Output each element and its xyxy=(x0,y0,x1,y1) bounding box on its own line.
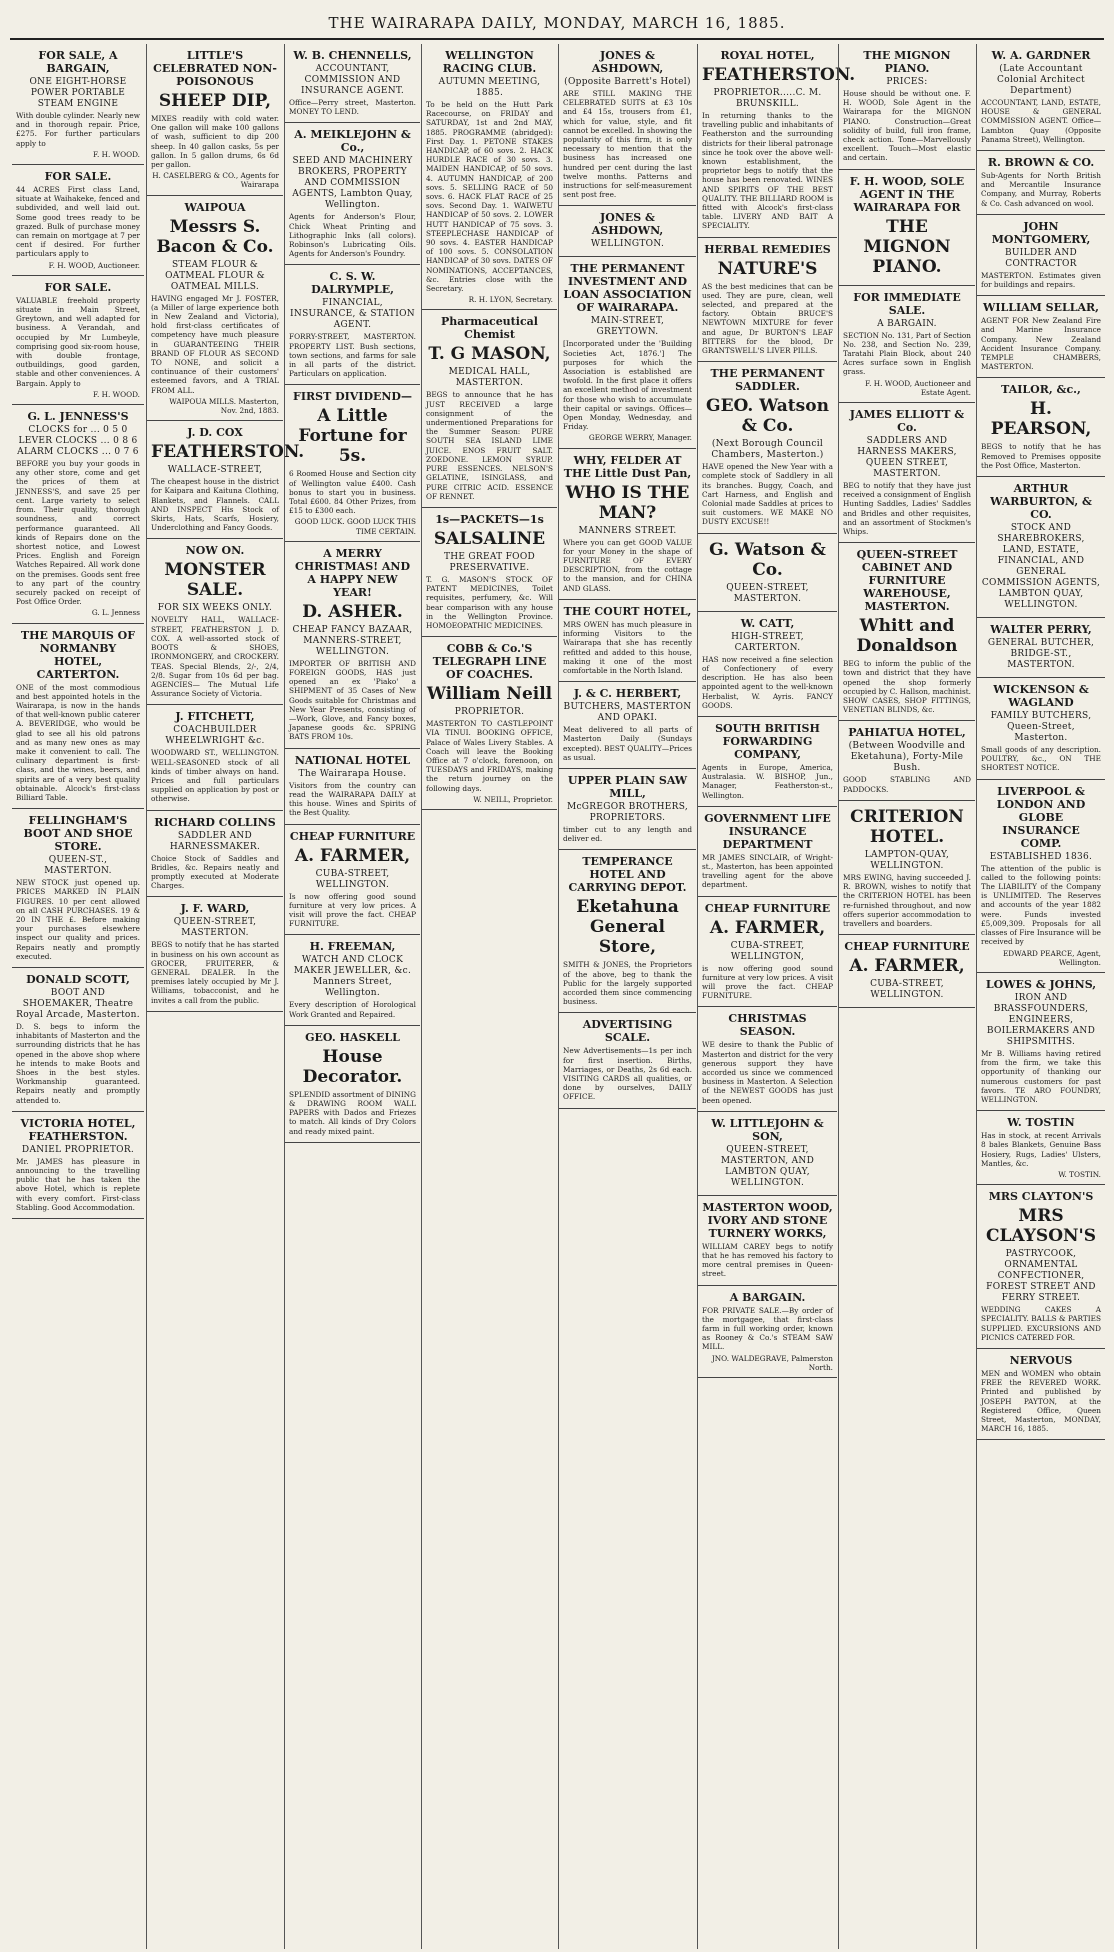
ad-heading: THE MARQUIS OF NORMANBY HOTEL, CARTERTON. xyxy=(20,628,136,681)
advertisement xyxy=(698,1007,837,1111)
ad-heading: A. MEIKLEJOHN & Co., xyxy=(294,128,411,155)
ad-signature: R. H. LYON, Secretary. xyxy=(468,295,553,305)
ad-heading: LITTLE'S CELEBRATED NON-POISONOUS xyxy=(153,49,277,88)
ad-body-text: Sub-Agents for North British and Mercantile Insurance Company, and Murray, Roberts & Co. Cash advanced on wool. xyxy=(981,171,1101,208)
ad-heading: THE MIGNON PIANO. xyxy=(863,49,951,75)
ad-body-text: FOR PRIVATE SALE.—By order of the mortgagee, that first-class farm in full working order, known as Rooney & Co.'s STEAM SAW MILL. xyxy=(702,1305,833,1352)
advertisement xyxy=(559,600,696,682)
ad-body-text: Small goods of any description. POULTRY, &c., ON THE SHORTEST NOTICE. xyxy=(981,745,1101,773)
ad-heading: WICKENSON & WAGLAND xyxy=(993,683,1089,710)
ad-body-text: MR JAMES SINCLAIR, of Wright-st., Masterton, has been appointed travelling agent for the above department. xyxy=(702,852,833,890)
ad-body-text: Agents in Europe, America, Australasia. W. BISHOP, Jun., Manager, Featherston-st., Wellington. xyxy=(702,762,833,800)
advertisement xyxy=(559,206,696,257)
advertisement xyxy=(12,405,144,623)
advertisement xyxy=(285,44,420,123)
ad-heading: WHY, FELDER AT THE Little Dust Pan, xyxy=(563,453,692,480)
ad-body-text: BEGS to notify that he has started in business on his own account as GROCER, FRUITERER, & GENERAL DEALER. In the premises lately occupied by Mr J. Williams, tobacconist, and he invites a call from the public. xyxy=(151,940,279,1005)
advertisement xyxy=(147,196,283,422)
ad-subheading: AUTUMN MEETING, 1885. xyxy=(438,77,541,98)
ad-subheading: McGREGOR BROTHERS, PROPRIETORS. xyxy=(566,801,689,823)
ad-body-text: SECTION No. 131, Part of Section No. 238, and Section No. 239, Taratahi Plain Block, about 240 Acres surface sown in English grass. xyxy=(843,330,971,377)
advertisement xyxy=(977,477,1105,618)
ad-body-text: WOODWARD ST., WELLINGTON. WELL-SEASONED stock of all kinds of timber always on hand. Prices and full particulars supplied on application by post or otherwise. xyxy=(151,748,279,804)
advertisement xyxy=(698,1196,837,1286)
ad-display-line: SHEEP DIP, xyxy=(158,91,272,111)
ad-subheading: WATCH AND CLOCK MAKER JEWELLER, &c. Manners Street, Wellington. xyxy=(293,955,412,999)
ad-heading: CHEAP FURNITURE xyxy=(289,829,416,843)
advertisement xyxy=(285,1026,420,1143)
ad-display-line: MONSTER SALE. xyxy=(164,560,266,601)
ad-subheading: CLOCKS for ... 0 5 0 LEVER CLOCKS ... 0 8 6 ALARM CLOCKS ... 0 7 6 xyxy=(17,425,139,458)
advertisement xyxy=(12,968,144,1112)
ad-subheading: QUEEN-STREET, MASTERTON. xyxy=(726,582,809,604)
ad-body-text: Mr B. Williams having retired from the firm, we take this opportunity of thanking our numerous customers for past favors. TE ARO FOUNDRY, WELLINGTON. xyxy=(981,1048,1101,1104)
ad-body-text: WE desire to thank the Public of Masterton and district for the very generous support they have accorded us since we commenced business in Masterton. A Selection of the NEWEST GOODS has just been opened. xyxy=(702,1040,833,1105)
advertisement xyxy=(698,807,837,897)
ad-heading: G. L. JENNESS'S xyxy=(27,410,129,424)
ad-body-text: BEGS to notify that he has Removed to Premises opposite the Post Office, Masterton. xyxy=(981,442,1101,470)
advertisement xyxy=(839,403,975,543)
ad-body-text: Visitors from the country can read the WAIRARAPA DAILY at this house. Wines and Spirits of the Best Quality. xyxy=(289,780,416,818)
advertisement xyxy=(559,44,696,206)
advertisement xyxy=(559,257,696,448)
ad-body-text: AS the best medicines that can be used. They are pure, clean, well selected, and prepared at the factory. Obtain BRUCE'S NEWTOWN MIXTURE for fever and ague, Dr BURTON'S LEAF BITTERS for the blood, Dr GRANTSWELL'S LIVER PILLS. xyxy=(702,281,833,356)
advertisement xyxy=(422,44,557,310)
ad-display-line: Messrs S. Bacon & Co. xyxy=(156,216,274,257)
ad-signature: F. H. WOOD, Auctioneer. xyxy=(48,260,140,270)
ad-heading: DONALD SCOTT, xyxy=(26,973,130,986)
advertisement xyxy=(839,721,975,800)
ad-body-text: HAVING engaged Mr J. FOSTER, (a Miller of large experience both in New Zealand and Victoria), hold first-class certificates of competency have much pleasure in GUARANTEEING THEIR BRAND OF FLOUR AS SECOND TO NONE, and solicit a continuance of their customers' esteemed favors, and A TRIAL FROM ALL. xyxy=(151,293,279,395)
ad-subheading: THE GREAT FOOD PRESERVATIVE. xyxy=(443,551,536,573)
advertisement xyxy=(698,44,856,238)
ad-heading: FOR SALE, A BARGAIN, xyxy=(38,49,118,75)
ad-subheading: PROPRIETOR.....C. M. BRUNSKILL. xyxy=(713,88,822,109)
advertisement xyxy=(977,678,1105,780)
advertisement xyxy=(285,123,420,265)
ad-signature: GEORGE WERRY, Manager. xyxy=(588,433,692,443)
ad-body-text: The attention of the public is called to the following points: The LIABILITY of the Company is UNLIMITED. The Reserves and accounts of the year 1882 were. Funds invested £5,009,309. Proposals for all classes of Fire Insurance will be received by xyxy=(981,863,1101,947)
ad-heading: VICTORIA HOTEL, FEATHERSTON. xyxy=(20,1116,136,1143)
ad-display-line: G. Watson & Co. xyxy=(709,539,826,580)
ad-heading: F. H. WOOD, SOLE AGENT IN THE WAIRARAPA FOR xyxy=(849,174,965,214)
ad-heading: WAIPOUA xyxy=(184,200,246,214)
advertisement xyxy=(839,801,975,935)
advertisement xyxy=(977,780,1105,973)
advertisement xyxy=(285,385,420,541)
advertisement xyxy=(285,935,420,1025)
advertisement xyxy=(422,508,557,637)
ad-heading: JOHN MONTGOMERY, xyxy=(991,219,1091,246)
ad-body-text: WEDDING CAKES A SPECIALITY. BALLS & PARTIES SUPPLIED. EXCURSIONS AND PICNICS CATERED FOR. xyxy=(981,1305,1101,1342)
ad-subheading: (Late Accountant Colonial Architect Department) xyxy=(997,64,1085,96)
advertisement xyxy=(147,44,283,196)
advertisement xyxy=(12,276,144,405)
column-2 xyxy=(146,44,305,1949)
ad-display-line: MRS CLAYSON'S xyxy=(985,1206,1097,1247)
advertisement xyxy=(12,809,144,968)
advertisement xyxy=(12,1112,144,1219)
ad-subheading: SADDLER AND HARNESSMAKER. xyxy=(169,830,261,852)
advertisement xyxy=(977,151,1105,215)
ad-body-text: BEFORE you buy your goods in any other store, come and get the prices of them at JENNESS'S, and save 25 per cent. Large variety to select from. Their quality, thorough soundness, and correct performance guaranteed. All kinds of Repairs done on the shortest notice, and Lowest Prices. English and Foreign Watches Repaired. All work done on the premises. Goods sent free to any part of the country securely packed on receipt of Post Office Order. xyxy=(16,459,140,607)
advertisement xyxy=(698,1112,837,1196)
ad-subheading: QUEEN-STREET, MASTERTON, AND LAMBTON QUAY, WELLINGTON. xyxy=(720,1144,815,1188)
ad-subheading: FINANCIAL, INSURANCE, & STATION AGENT. xyxy=(290,298,415,331)
ad-subheading: The Wairarapa House. xyxy=(298,768,407,779)
ad-heading: THE PERMANENT SADDLER. xyxy=(710,367,825,394)
ad-heading: W. CATT, xyxy=(740,616,795,630)
ad-heading: WILLIAM SELLAR, xyxy=(983,301,1099,315)
advertisement xyxy=(698,534,837,612)
advertisement xyxy=(422,637,557,810)
ad-display-line: William Neill xyxy=(426,684,553,705)
ad-subheading: QUEEN-STREET, MASTERTON. xyxy=(173,917,257,939)
ad-subheading: PASTRYCOOK, ORNAMENTAL CONFECTIONER, FOREST STREET AND FERRY STREET. xyxy=(986,1249,1096,1304)
ad-signature: H. CASELBERG & CO., Agents for Wairarapa xyxy=(152,171,279,190)
ad-body-text: SMITH & JONES, the Proprietors of the above, beg to thank the Public for the largely supported accorded them since commencing business. xyxy=(563,960,692,1007)
column-4 xyxy=(421,44,557,1949)
ad-heading: CHEAP FURNITURE xyxy=(704,901,831,915)
advertisement xyxy=(698,1286,837,1378)
ad-subheading: CUBA-STREET, WELLINGTON, xyxy=(730,940,805,962)
advertisement xyxy=(559,449,696,600)
ad-body-text: MIXES readily with cold water. One gallon will make 100 gallons of wash, sufficient to dip 200 sheep. In 40 gallon casks, 5s per gallon. In 5 gallon drums, 6s 6d per gallon. xyxy=(151,114,279,170)
ad-heading: TAILOR, &c., xyxy=(1001,383,1081,397)
advertisement xyxy=(559,682,696,769)
ad-subheading: (Between Woodville and Eketahuna), Forty-Mile Bush. xyxy=(848,741,966,774)
advertisement xyxy=(977,618,1105,678)
advertisement xyxy=(839,286,975,403)
advertisement xyxy=(839,935,975,1008)
ad-heading: GEO. HASKELL xyxy=(305,1030,400,1044)
column-6 xyxy=(697,44,856,1949)
advertisement xyxy=(285,542,420,749)
ad-heading: ADVERTISING SCALE. xyxy=(582,1018,673,1045)
ad-display-line: WHO IS THE MAN? xyxy=(565,482,690,523)
ad-body-text: With double cylinder. Nearly new and in thorough repair. Price, £275. For further particulars apply to xyxy=(16,111,140,148)
advertisement xyxy=(422,310,557,507)
ad-subheading: ACCOUNTANT, COMMISSION AND INSURANCE AGENT. xyxy=(300,64,405,96)
ad-signature: F. H. WOOD, Auctioneer and Estate Agent. xyxy=(865,378,971,397)
ad-heading: TEMPERANCE HOTEL AND CARRYING DEPOT. xyxy=(568,855,687,895)
ad-heading: J. D. COX xyxy=(187,426,243,440)
ad-subheading: DANIEL PROPRIETOR. xyxy=(21,1144,135,1155)
ad-subheading: (Next Borough Council Chambers, Masterton.) xyxy=(711,439,824,461)
ad-heading: J. FITCHETT, xyxy=(175,710,255,724)
ad-subheading: A BARGAIN. xyxy=(877,318,937,329)
advertisement xyxy=(698,362,837,533)
ad-body-text: Where you can get GOOD VALUE for your Money in the shape of FURNITURE OF EVERY DESCRIPTION, from the cottage to the mansion, and for CHINA AND GLASS. xyxy=(563,537,692,593)
advertisement xyxy=(839,170,975,286)
advertisement xyxy=(839,44,975,170)
ad-body-text: BEG to notify that they have just received a consignment of English Hunting Saddles, Ladies' Saddles and Bridles and other requisites, and an assortment of Stockmen's Whips. xyxy=(843,481,971,537)
ad-heading: THE PERMANENT INVESTMENT AND LOAN ASSOCIATION OF WAIRARAPA. xyxy=(563,262,692,315)
ad-subheading: GENERAL BUTCHER, BRIDGE-ST., MASTERTON. xyxy=(987,638,1095,671)
ad-body-text: New Advertisements—1s per inch for first insertion. Births, Marriages, or Deaths, 2s 6d each. VISITING CARDS all qualities, or done by ourselves, DAILY OFFICE. xyxy=(563,1046,692,1102)
ad-body-text: SPLENDID assortment of DINING & DRAWING ROOM WALL PAPERS with Dados and Friezes to match. All kinds of Dry Colors and ready mixed paint. xyxy=(289,1089,416,1136)
ad-body-text: MASTERTON TO CASTLEPOINT VIA TINUI. BOOKING OFFICE, Palace of Wales Livery Stables. A Coach will leave the Booking Office at 7 o'clock, forenoon, on TUESDAYS and FRIDAYS, making the return journey on the following days. xyxy=(426,719,553,793)
advertisement xyxy=(698,612,837,717)
column-5 xyxy=(558,44,696,1949)
ad-body-text: NOVELTY HALL, WALLACE-STREET, FEATHERSTON J. D. COX. A well-assorted stock of BOOTS & SHOES, IRONMONGERY, and CROCKERY. TEAS. Special Blends, 2/-, 2/4, 2/8. Sugar from 10s 6d per bag. AGENCIES— The Mutual Life Assurance Society of Victoria. xyxy=(151,615,279,699)
ad-body-text: Mr. JAMES has pleasure in announcing to the travelling public that he has taken the above Hotel, which is replete with every comfort. First-class Stabling. Good Accommodation. xyxy=(16,1156,140,1212)
advertisement xyxy=(977,1111,1105,1185)
ad-subheading: ONE EIGHT-HORSE POWER PORTABLE STEAM ENGINE xyxy=(29,77,127,109)
ad-heading: W. TOSTIN xyxy=(1007,1116,1075,1130)
ad-heading: CHEAP FURNITURE xyxy=(844,940,970,954)
ad-body-text: HAVE opened the New Year with a complete stock of Saddlery in all its branches. Buggy, Coach, and Cart Harness, and English and Colonial made Saddles at prices to suit customers. WE MAKE NO DUSTY EXCUSE!! xyxy=(702,462,833,527)
masthead: THE WAIRARAPA DAILY, MONDAY, MARCH 16, 1885. xyxy=(328,14,786,32)
ad-heading: Pharmaceutical Chemist xyxy=(441,315,538,342)
ad-subheading: FAMILY BUTCHERS, Queen-Street, Masterton. xyxy=(990,711,1092,744)
ad-heading: NOW ON. xyxy=(185,544,245,558)
ad-subheading: COACHBUILDER WHEELWRIGHT &c. xyxy=(165,725,265,747)
ad-display-line: A. FARMER, xyxy=(294,845,411,866)
ad-heading: C. S. W. DALRYMPLE, xyxy=(311,270,394,297)
ad-subheading: SADDLERS AND HARNESS MAKERS, QUEEN STREET, MASTERTON. xyxy=(857,436,957,480)
ad-body-text: To be held on the Hutt Park Racecourse, on FRIDAY and SATURDAY, 1st and 2nd MAY, 1885. PROGRAMME (abridged): First Day. 1. PETONE STAKES HANDICAP, of 60 sovs. 2. HACK HURDLE RACE of 30 sovs. 3. MAIDEN HANDICAP, of 50 sovs. 4. AUTUMN HANDICAP, of 200 sovs. 5. SELLING RACE of 50 sovs. 6. HACK FLAT RACE of 25 sovs. Second Day. 1. WAIWETU HANDICAP of 50 sovs. 2. LOWER HUTT HANDICAP of 75 sovs. 3. STEEPLECHASE HANDICAP of 90 sovs. 4. EASTER HANDICAP of 100 sovs. 5. CONSOLATION HANDICAP of 30 sovs. DATES OF NOMINATIONS, ACCEPTANCES, &c. Entries close with the Secretary. xyxy=(426,100,553,294)
advertisement xyxy=(12,44,144,165)
ad-subheading: ESTABLISHED 1836. xyxy=(989,851,1093,862)
ad-display-line: CRITERION HOTEL. xyxy=(850,806,964,847)
ad-body-text: WILLIAM CAREY begs to notify that he has removed his factory to more central premises in Queen-street. xyxy=(702,1241,833,1279)
ad-body-text: Choice Stock of Saddles and Bridles, &c. Repairs neatly and promptly executed at Moderate Charges. xyxy=(151,853,279,891)
ad-signature: W. TOSTIN. xyxy=(1058,1169,1101,1179)
ad-heading: FELLINGHAM'S BOOT AND SHOE STORE. xyxy=(23,814,133,854)
advertisement xyxy=(147,705,283,810)
ad-display-line: THE MIGNON PIANO. xyxy=(863,216,951,277)
ad-heading: W. A. GARDNER xyxy=(991,49,1091,62)
ad-body-text: 6 Roomed House and Section city of Wellington value £400. Cash bonus to start you in business. Total £600. 84 Other Prizes, from £15 to £300 each. xyxy=(289,469,416,516)
advertisement xyxy=(147,897,283,1011)
ad-heading: J. & C. HERBERT, xyxy=(573,687,682,701)
ad-subheading: BUILDER AND CONTRACTOR xyxy=(1004,247,1078,269)
ad-body-text: Office—Perry street, Masterton. MONEY TO LEND. xyxy=(289,98,416,117)
ad-display-line: A Little Fortune for 5s. xyxy=(298,406,407,467)
ad-subheading: LAMPTON-QUAY, WELLINGTON. xyxy=(864,849,950,871)
ad-subheading: MANNERS STREET. xyxy=(578,525,677,536)
ad-body-text: [Incorporated under the 'Building Societies Act, 1876.'] The purposes for which the Association is established are twofold. In the first place it offers an excellent method of investment for those who wish to accumulate their capital or savings. Offices—Open Monday, Wednesday, and Friday. xyxy=(563,339,692,432)
ad-subheading: PROPRIETOR. xyxy=(454,707,525,718)
ad-heading: LOWES & JOHNS, xyxy=(985,977,1097,991)
ad-body-text: IMPORTER OF BRITISH AND FOREIGN GOODS, HAS just opened an ex 'Piako' a SHIPMENT of 35 Cases of New Goods suitable for Christmas and New Year Presents, consisting of—Work, Glove, and Fancy boxes, Japanese goods &c. SPRING BATS FROM 10s. xyxy=(289,658,416,742)
ad-subheading: (Opposite Barrett's Hotel) xyxy=(564,77,691,87)
ad-body-text: Meat delivered to all parts of Masterton Daily (Sundays excepted). BEST QUALITY—Prices as usual. xyxy=(563,725,692,762)
advertisement xyxy=(12,165,144,276)
ad-display-line: H. PEARSON, xyxy=(990,399,1092,440)
advertisement xyxy=(977,296,1105,378)
advertisement xyxy=(977,378,1105,477)
ad-body-text: ARE STILL MAKING THE CELEBRATED SUITS at £3 10s and £4 15s, trousers from £1, which for value, style, and fit cannot be excelled. In showing the popularity of this firm, it is only necessary to mention that the business has increased one hundred per cent during the last twelve months. Patterns and instructions for self-measurement sent post free. xyxy=(563,89,692,200)
ad-heading: UPPER PLAIN SAW MILL, xyxy=(567,773,688,800)
ad-heading: ROYAL HOTEL, xyxy=(720,49,815,62)
ad-display-line: A. FARMER, xyxy=(849,956,965,977)
ad-heading: PAHIATUA HOTEL, xyxy=(848,726,966,740)
ad-subheading: CUBA-STREET, WELLINGTON. xyxy=(315,868,390,890)
advertisement xyxy=(839,543,975,721)
ad-body-text: MEN and WOMEN who obtain FREE the REVERED WORK. Printed and published by JOSEPH PAYTON, at the Registered Office, Queen Street, Masterton, MONDAY, MARCH 16, 1885. xyxy=(981,1368,1101,1434)
advertisement xyxy=(559,769,696,850)
advertisement xyxy=(147,811,283,898)
ad-subheading: MEDICAL HALL, MASTERTON. xyxy=(448,367,531,389)
ad-display-line: FEATHERSTON. xyxy=(151,442,305,463)
ad-body-text: ACCOUNTANT, LAND, ESTATE, HOUSE & GENERAL COMMISSION AGENT. Office—Lambton Quay (Opposite Panama Street), Wellington. xyxy=(981,98,1101,144)
ad-body-text: NEW STOCK just opened up. PRICES MARKED IN PLAIN FIGURES. 10 per cent allowed on all CASH PURCHASES. 19 & 20 IN THE £. Before making your purchases elsewhere inspect our quality and prices. Repairs neatly and promptly executed. xyxy=(16,878,140,961)
ad-body-text: MRS OWEN has much pleasure in informing Visitors to the Wairarapa that she has recently refitted and added to this house, making it one of the most comfortable in the North Island. xyxy=(563,619,692,675)
ad-subheading: SEED AND MACHINERY BROKERS, PROPERTY AND COMMISSION AGENTS, Lambton Quay, Wellington. xyxy=(292,156,413,211)
advertisement xyxy=(559,1013,696,1108)
ad-heading: THE COURT HOTEL, xyxy=(563,604,692,618)
ad-body-text: BEG to inform the public of the town and district that they have opened the shop formerly occupied by C. Hallson, machinist. SHOW CASES, SHOP FITTINGS, VENETIAN BLINDS, &c. xyxy=(843,659,971,715)
ad-body-text: House should be without one. F. H. WOOD, Sole Agent in the Wairarapa for the MIGNON PIANO. Construction—Great solidity of build, full iron frame, check action. Tone—Marvellously excellent. Touch—Most elastic and certain. xyxy=(843,89,971,163)
ad-body-text: T. G. MASON'S STOCK OF PATENT MEDICINES, Toilet requisites, perfumery, &c. Will bear comparison with any house in the Wellington Province. HOMOEOPATHIC MEDICINES. xyxy=(426,574,553,630)
ad-heading: R. BROWN & CO. xyxy=(987,156,1095,170)
ad-heading: JONES & ASHDOWN, xyxy=(591,211,664,238)
ad-heading: 1s—PACKETS—1s xyxy=(435,512,544,526)
ad-body-text: is now offering good sound furniture at very low prices. A visit will prove the fact. CHEAP FURNITURE. xyxy=(702,963,833,1001)
ad-subheading: STEAM FLOUR & OATMEAL FLOUR & OATMEAL MILLS. xyxy=(165,259,265,292)
ad-body-text: MASTERTON. Estimates given for buildings and repairs. xyxy=(981,270,1101,290)
ad-heading: FOR SALE. xyxy=(44,170,112,184)
ad-body-text: D. S. begs to inform the inhabitants of Masterton and the surrounding districts that he has opened in the above shop where he intends to make Boots and Shoes in the best styles. Workmanship guaranteed. Repairs neatly and promptly attended to. xyxy=(16,1022,140,1105)
ad-heading: RICHARD COLLINS xyxy=(154,815,276,829)
ad-subheading: WALLACE-STREET, xyxy=(167,465,263,476)
ad-display-line: A. FARMER, xyxy=(709,917,826,938)
ad-body-text: Agents for Anderson's Flour, Chick Wheat Printing and Lithographic Inks (all colors). Robinson's Lubricating Oils. Agents for Anderson's Foundry. xyxy=(289,212,416,259)
ad-signature: W. NEILL, Proprietor. xyxy=(473,794,553,804)
ad-body-text: Is now offering good sound furniture at very low prices. A visit will prove the fact. CHEAP FURNITURE. xyxy=(289,891,416,929)
ad-heading: HERBAL REMEDIES xyxy=(704,242,831,256)
ad-body-text: FORRY-STREET, MASTERTON. PROPERTY LIST. Bush sections, town sections, and farms for sale in all parts of the district. Particulars on application. xyxy=(289,332,416,379)
ad-heading: H. FREEMAN, xyxy=(309,940,396,954)
advertisement xyxy=(977,1185,1105,1349)
advertisement xyxy=(977,973,1105,1111)
ad-subheading: PRICES: xyxy=(886,77,928,87)
ad-body-text: 44 ACRES First class Land, situate at Waihakeke, fenced and subdivided, and well laid out. Some good trees ready to be grazed. Bulk of purchase money can remain on mortgage at 7 per cent if desired. For further particulars apply to xyxy=(16,185,140,259)
ad-heading: NATIONAL HOTEL xyxy=(294,753,411,767)
ad-body-text: In returning thanks to the travelling public and inhabitants of Featherston and the surrounding districts for their liberal patronage since he took over the above well-known establishment, the proprietor begs to notify that the house has been renovated. WINES AND SPIRITS OF THE BEST QUALITY. THE BILLIARD ROOM is fitted with Alcock's first-class table. LIVERY AND BAIT A SPECIALITY. xyxy=(702,111,833,231)
ad-heading: W. LITTLEJOHN & SON, xyxy=(711,1116,824,1143)
ad-heading: W. B. CHENNELLS, xyxy=(293,49,412,62)
ad-display-line: T. G MASON, xyxy=(428,344,551,365)
ad-display-line: House Decorator. xyxy=(302,1046,403,1087)
ad-heading: JONES & ASHDOWN, xyxy=(591,49,664,75)
ad-heading: A MERRY CHRISTMAS! AND A HAPPY NEW YEAR! xyxy=(294,546,410,599)
ad-signature: EDWARD PEARCE, Agent, Wellington. xyxy=(1002,948,1101,967)
ad-display-line: Eketahuna General Store, xyxy=(576,897,679,958)
column-8 xyxy=(976,44,1105,1949)
ad-body-text: ONE of the most commodious and best appointed hotels in the Wairarapa, is now in the hands of that well-known public caterer A. BEVERIDGE, who would be glad to see all his old patrons and as many new ones as may make it convenient to call. The culinary department is first-class, and the wines, beers, and spirits are of a very best quality obtainable. Alcock's first-class Billiard Table. xyxy=(16,682,140,802)
advertisement xyxy=(977,215,1105,296)
advertisement xyxy=(147,421,305,539)
ad-subheading: HIGH-STREET, CARTERTON. xyxy=(731,631,804,653)
ad-body-text: HAS now received a fine selection of Confectionery of every description. He has also been appointed agent to the well-known Herbalist, W. Ayris. FANCY GOODS. xyxy=(702,654,833,710)
ad-heading: NERVOUS xyxy=(1009,1353,1073,1367)
advertisement xyxy=(698,717,837,807)
ad-heading: SOUTH BRITISH FORWARDING COMPANY, xyxy=(715,721,820,761)
column-7 xyxy=(838,44,975,1949)
ad-heading: LIVERPOOL & LONDON AND GLOBE INSURANCE COMP. xyxy=(996,784,1086,850)
ad-heading: FIRST DIVIDEND— xyxy=(293,390,412,404)
advertisement xyxy=(698,238,837,363)
ad-heading: J. F. WARD, xyxy=(180,902,250,916)
ad-heading: WELLINGTON RACING CLUB. xyxy=(442,49,537,75)
ad-heading: JAMES ELLIOTT & Co. xyxy=(849,408,965,435)
ad-heading: COBB & Co.'S TELEGRAPH LINE OF COACHES. xyxy=(432,642,547,682)
ad-display-line: GEO. Watson & Co. xyxy=(706,396,829,437)
ad-signature: F. H. WOOD. xyxy=(93,389,140,399)
ad-subheading: QUEEN-ST., MASTERTON. xyxy=(44,855,112,877)
ad-heading: FOR SALE. xyxy=(44,280,112,294)
column-1 xyxy=(12,44,144,1949)
ad-subheading: STOCK AND SHAREBROKERS, LAND, ESTATE, FINANCIAL, AND GENERAL COMMISSION AGENTS, LAMBTON QUAY, WELLINGTON. xyxy=(981,523,1101,611)
ad-display-line: FEATHERSTON. xyxy=(702,65,856,85)
ad-display-line: NATURE'S xyxy=(717,258,818,279)
ad-heading: MASTERTON WOOD, IVORY AND STONE TURNERY WORKS, xyxy=(702,1200,833,1240)
advertisement xyxy=(12,624,144,810)
ad-body-text: Has in stock, at recent Arrivals 8 bales Blankets, Genuine Bass Hosiery, Rugs, Ladies' Ulsters, Mantles, &c. xyxy=(981,1131,1101,1168)
advertisement xyxy=(698,897,837,1008)
ad-body-text: MRS EWING, having succeeded J. R. BROWN, wishes to notify that the CRITERION HOTEL has been re-furnished throughout, and now offers superior accommodation to travellers and boarders. xyxy=(843,872,971,928)
ad-heading: MRS CLAYTON'S xyxy=(988,1190,1094,1204)
ad-body-text: Every description of Horological Work Granted and Repaired. xyxy=(289,1000,416,1019)
ad-body-text: BEGS to announce that he has JUST RECEIVED a large consignment of the undermentioned Preparations for the Summer Season: PURE SOUTH SEA ISLAND LIME JUICE. ENOS FRUIT SALT. ZOEDONE. LEMON SYRUP. PURE ESSENCES. NELSON'S GELATINE, ISINGLASS, and PURE CITRIC ACID. ESSENCE OF RENNET. xyxy=(426,390,553,501)
ad-heading: WALTER PERRY, xyxy=(990,623,1092,637)
ad-signature: GOOD LUCK. GOOD LUCK THIS TIME CERTAIN. xyxy=(294,517,416,536)
advertisement xyxy=(285,265,420,385)
ad-subheading: MAIN-STREET, GREYTOWN. xyxy=(590,316,665,338)
ad-body-text: VALUABLE freehold property situate in Main Street, Greytown, and well adapted for business. A Verandah, and occupied by Mr Lumbeyle, comprising good six-room house, with double frontage, outbuildings, good garden, stable and other conveniences. A Bargain. Apply to xyxy=(16,295,140,388)
ad-subheading: BOOT AND SHOEMAKER, Theatre Royal Arcade, Masterton. xyxy=(16,988,140,1020)
ad-body-text: AGENT FOR New Zealand Fire and Marine Insurance Company. New Zealand Accident Insurance Company. TEMPLE CHAMBERS, MASTERTON. xyxy=(981,316,1101,372)
masthead-rule xyxy=(10,38,1104,40)
ad-subheading: BUTCHERS, MASTERTON AND OPAKI. xyxy=(563,702,692,724)
ad-body-text: timber cut to any length and deliver ed. xyxy=(563,824,692,844)
ad-subheading: IRON AND BRASSFOUNDERS, ENGINEERS, BOILERMAKERS AND SHIPSMITHS. xyxy=(986,992,1096,1047)
ad-body-text: GOOD STABLING AND PADDOCKS. xyxy=(843,775,971,794)
ad-display-line: D. ASHER. xyxy=(302,601,403,622)
column-3 xyxy=(284,44,420,1949)
advertisement xyxy=(147,539,283,705)
advertisement xyxy=(977,1349,1105,1440)
ad-body-text: The cheapest house in the district for Kaipara and Kaituna Clothing, Blankets, and Flannels. CALL AND INSPECT His Stock of Skirts, Hats, Scarfs, Hosiery, Underclothing and Fancy Goods. xyxy=(151,477,279,533)
ad-signature: WAIPOUA MILLS. Masterton, Nov. 2nd, 1883. xyxy=(169,396,279,416)
ad-heading: FOR IMMEDIATE SALE. xyxy=(853,290,961,317)
advertisement xyxy=(977,44,1105,151)
ad-display-line: Whitt and Donaldson xyxy=(856,616,958,657)
ad-display-line: SALSALINE xyxy=(433,528,546,549)
ad-signature: G. L. Jenness xyxy=(91,608,140,618)
ad-signature: F. H. WOOD. xyxy=(93,149,140,159)
ad-subheading: FOR SIX WEEKS ONLY. xyxy=(157,603,273,614)
ad-heading: ARTHUR WARBURTON, & CO. xyxy=(990,482,1092,522)
ad-subheading: CUBA-STREET, WELLINGTON. xyxy=(870,979,944,1001)
advertisement xyxy=(285,749,420,825)
advertisement xyxy=(559,850,696,1013)
ad-signature: JNO. WALDEGRAVE, Palmerston North. xyxy=(711,1353,833,1372)
ad-heading: QUEEN-STREET CABINET AND FURNITURE WAREHOUSE, MASTERTON. xyxy=(856,548,958,614)
ad-subheading: WELLINGTON. xyxy=(590,239,665,250)
advertisement xyxy=(285,825,420,936)
ad-heading: A BARGAIN. xyxy=(729,1290,806,1304)
ad-heading: GOVERNMENT LIFE INSURANCE DEPARTMENT xyxy=(704,811,831,851)
ad-heading: CHRISTMAS SEASON. xyxy=(728,1012,807,1039)
ad-subheading: CHEAP FANCY BAZAAR, MANNERS-STREET, WELLINGTON. xyxy=(292,624,413,657)
